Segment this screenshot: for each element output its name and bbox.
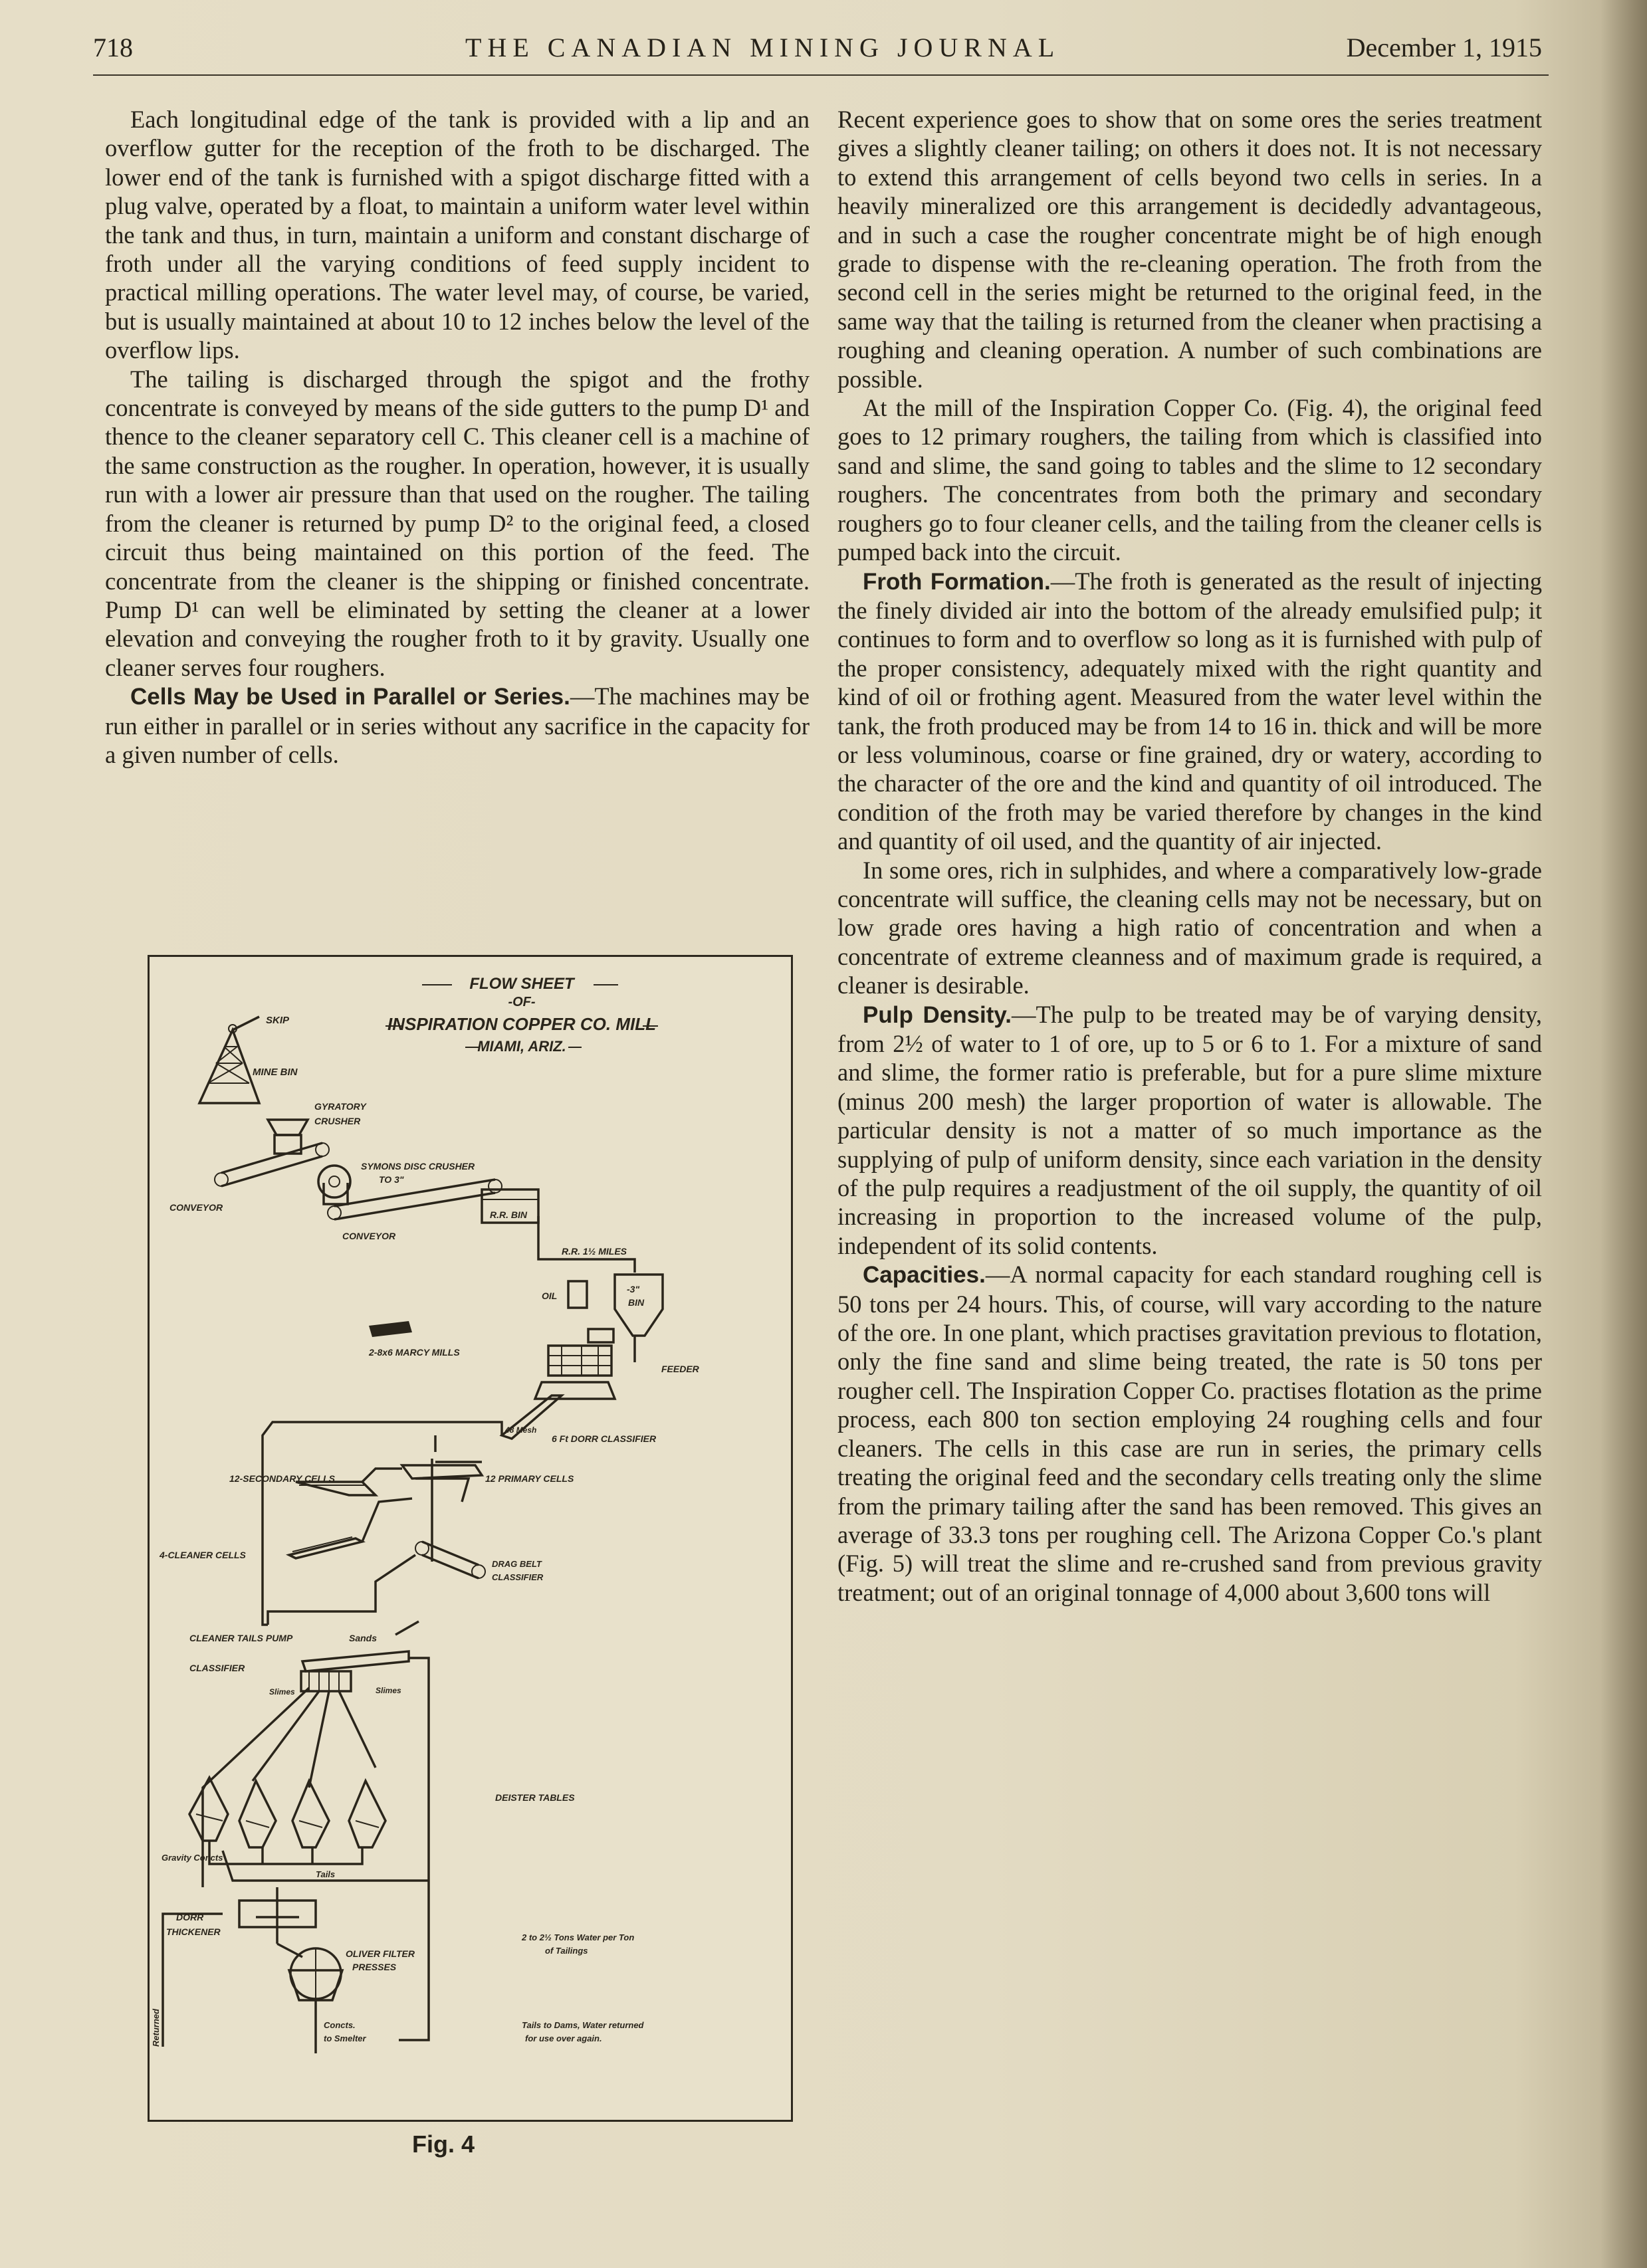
- label-gravity-concts: Gravity Concts: [162, 1853, 223, 1863]
- flow-sheet-figure: [148, 955, 793, 2122]
- label-tails: Tails: [316, 1869, 336, 1879]
- label-mine-bin: MINE BIN: [253, 1067, 298, 1078]
- paragraph: [837, 567, 1542, 856]
- label-feeder: FEEDER: [661, 1364, 699, 1374]
- oil-tank-icon: [568, 1281, 587, 1308]
- paragraph: In some ores, rich in sulphides, and where a comparatively low-grade concentrate will suffice, the cleaning cells may not be necessary, but on low grade ores having a high ratio of concentration and when a concentrate of extreme cleanness and of maximum grade is required, a cleaner is desirable.: [837, 856, 1542, 999]
- label-cleaner-cells: 4-CLEANER CELLS: [160, 1550, 246, 1560]
- label-classifier: CLASSIFIER: [189, 1663, 245, 1673]
- label-skip: SKIP: [266, 1015, 290, 1026]
- figure-title-3: INSPIRATION COPPER CO. MILL: [387, 1014, 656, 1034]
- label-returned: Returned: [151, 2008, 161, 2047]
- symons-crusher-icon: [318, 1166, 350, 1204]
- page-binding-shadow: [1600, 0, 1647, 2268]
- paragraph-text: —The machines may be run either in parallel or in series without any sacrifice in the capacity for a given number of cells.: [105, 682, 810, 768]
- label-symons-2: TO 3": [379, 1174, 404, 1185]
- label-oliver-2: PRESSES: [352, 1962, 397, 1972]
- header-rule: [93, 74, 1549, 76]
- figure-title-1: FLOW SHEET: [469, 975, 574, 993]
- label-tails-dams-1: Tails to Dams, Water returned: [522, 2020, 644, 2030]
- paragraph-text: —The pulp to be treated may be of varying density, from 2½ of water to 1 of ore, up to 5 or 6 to 1. For a mixture of sand and slime, the former ratio is preferable, but for a pure slime mixture (minus 200 mesh) the larger proportion of water is allowable. The particular density is not a matter of so much importance as the supplying of pulp of uniform density, since each variation in the density of the pulp requires a readjustment of the oil supply, the quantity of oil increasing in proportion to the increased volume of the pulp, independent of its solid contents.: [837, 1000, 1543, 1259]
- label-bin-3: -3": [627, 1284, 640, 1294]
- label-concts-2: to Smelter: [324, 2033, 366, 2043]
- label-48-mesh: 48 Mesh: [505, 1425, 537, 1435]
- label-dorr-classifier: 6 Ft DORR CLASSIFIER: [552, 1433, 657, 1444]
- label-rr-bin: R.R. BIN: [490, 1209, 527, 1220]
- label-conveyor-2: CONVEYOR: [342, 1231, 396, 1241]
- issue-date: December 1, 1915: [1346, 33, 1542, 62]
- label-deister-tables: DEISTER TABLES: [495, 1792, 575, 1803]
- section-heading: Cells May be Used in Parallel or Series.: [130, 684, 570, 710]
- paragraph: [837, 1000, 1542, 1261]
- conveyor-1-icon: [215, 1143, 329, 1186]
- dorr-thickener-icon: [239, 1887, 316, 1944]
- primary-cells-icon: [402, 1465, 482, 1502]
- label-dorr-thickener-2: THICKENER: [166, 1926, 221, 1937]
- label-oil: OIL: [542, 1290, 558, 1301]
- label-slimes-2: Slimes: [376, 1686, 401, 1695]
- left-column: [105, 105, 810, 769]
- cleaner-cells-icon: [289, 1498, 412, 1558]
- label-drag-belt-2: CLASSIFIER: [492, 1572, 544, 1582]
- label-tails-dams-2: for use over again.: [525, 2033, 602, 2043]
- label-gyratory: GYRATORY: [314, 1101, 366, 1112]
- headframe-icon: [199, 1017, 259, 1103]
- section-heading: Froth Formation.: [863, 568, 1051, 595]
- flow-sheet-diagram: [150, 957, 791, 2120]
- label-primary-cells: 12 PRIMARY CELLS: [485, 1473, 574, 1484]
- paragraph: [837, 1260, 1542, 1607]
- label-conveyor-1: CONVEYOR: [169, 1202, 223, 1213]
- label-crusher: CRUSHER: [314, 1116, 361, 1126]
- running-head: [93, 32, 1542, 78]
- paragraph: At the mill of the Inspiration Copper Co. (Fig. 4), the original feed goes to 12 primary roughers, the tailing from which is classified into sand and slime, the sand going to tables and the slime to 12 secondary roughers. The concentrates from both the primary and secondary roughers go to four cleaner cells, and the tailing from the cleaner cells is pumped back into the circuit.: [837, 394, 1542, 566]
- label-concts-1: Concts.: [324, 2020, 356, 2030]
- label-water-per-ton-2: of Tailings: [545, 1946, 588, 1956]
- right-column: [837, 105, 1542, 1607]
- paragraph-text: —A normal capacity for each standard roughing cell is 50 tons per 24 hours. This, of course, will vary according to the nature of the ore. In one plant, which practises gravitation previous to flotation, only the fine sand and slime being treated, the rate is 50 tons per rougher cell. The Inspiration Copper Co. practises flotation as the prime process, each 800 ton section employing 24 roughing cells and four cleaners. The cells in this case are run in series, the primary cells treating the original feed and the secondary cells treating only the slime from the primary tailing after the sand has been removed. This gives an average of 33.3 tons per roughing cell. The Arizona Copper Co.'s plant (Fig. 5) will treat the slime and re-crushed sand from previous gravity treatment; out of an original tonnage of 4,000 about 3,600 tons will: [837, 1261, 1542, 1606]
- page-number: 718: [93, 33, 133, 62]
- classifier-icon: [301, 1651, 409, 1691]
- label-secondary-cells: 12-SECONDARY CELLS: [229, 1473, 335, 1484]
- section-heading: Capacities.: [863, 1262, 986, 1289]
- section-heading: Pulp Density.: [863, 1001, 1012, 1028]
- label-marcy: 2-8x6 MARCY MILLS: [369, 1347, 460, 1358]
- figure-caption: Fig. 4: [412, 2130, 475, 2158]
- journal-title: THE CANADIAN MINING JOURNAL: [465, 33, 1061, 62]
- paragraph: Each longitudinal edge of the tank is provided with a lip and an overflow gutter for the reception of the froth to be discharged. The lower end of the tank is furnished with a spigot discharge fitted with a plug valve, operated by a float, to maintain a uniform water level within the tank and thus, in turn, maintain a uniform and constant discharge of froth under all the varying conditions of feed supply incident to practical milling operations. The water level may, of course, be varied, but is usually maintained at about 10 to 12 inches below the level of the overflow lips.: [105, 106, 810, 364]
- label-rr-miles: R.R. 1½ MILES: [562, 1246, 627, 1257]
- label-water-per-ton-1: 2 to 2½ Tons Water per Ton: [522, 1932, 635, 1942]
- paragraph-text: —The froth is generated as the result of injecting the finely divided air into the bottom of the already emulsified pulp; it continues to form and to overflow so long as it is furnished with pulp of the proper consistency, adequately mixed with the right quantity and kind of oil or frothing agent. Measured from the water level within the tank, the froth produced may be from 14 to 16 in. thick and will be more or less voluminous, coarse or fine grained, dry or watery, according to the character of the ore and the kind and quantity of oil introduced. The condition of the froth may be varied therefore by changes in the kind and quantity of oil used, and the quantity of air injected.: [837, 567, 1542, 855]
- figure-title-4: MIAMI, ARIZ.: [477, 1038, 566, 1055]
- label-slimes-1: Slimes: [269, 1687, 295, 1697]
- label-dorr-thickener-1: DORR: [176, 1912, 204, 1922]
- label-sands: Sands: [349, 1633, 378, 1643]
- label-drag-belt-1: DRAG BELT: [492, 1559, 542, 1569]
- paragraph: [105, 682, 810, 769]
- oil-line-icon: [369, 1321, 412, 1337]
- paragraph: The tailing is discharged through the spigot and the frothy concentrate is conveyed by means of the side gutters to the pump D¹ and thence to the cleaner separatory cell C. This cleaner cell is a machine of the same construction as the rougher. In operation, however, it is usually run with a lower air pressure than that used on the rougher. The tailing from the cleaner is returned by pump D² to the original feed, a closed circuit thus being maintained on this portion of the feed. The concentrate from the cleaner is the shipping or finished concentrate. Pump D¹ can well be eliminated by setting the cleaner at a lower elevation and conveying the rougher froth to it by gravity. Usually one cleaner serves four roughers.: [105, 365, 810, 681]
- label-bin: BIN: [628, 1297, 645, 1308]
- marcy-mills-icon: [535, 1329, 635, 1399]
- figure-title-2: -OF-: [508, 995, 536, 1009]
- label-symons-1: SYMONS DISC CRUSHER: [361, 1161, 475, 1172]
- conveyor-2-icon: [328, 1180, 502, 1219]
- label-cleaner-tails-pump: CLEANER TAILS PUMP: [189, 1633, 293, 1643]
- label-oliver-1: OLIVER FILTER: [346, 1948, 415, 1959]
- drag-belt-classifier-icon: [415, 1542, 485, 1578]
- paragraph: Recent experience goes to show that on some ores the series treatment gives a slightly cleaner tailing; on others it does not. It is not necessary to extend this arrangement of cells beyond two cells in series. In a heavily mineralized ore this arrangement is decidedly advantageous, and in such a case the rougher concentrate might be of high enough grade to dispense with the re-cleaning operation. The froth from the second cell in the series might be returned to the original feed, in the same way that the tailing is returned from the cleaner when practising a roughing and cleaning operation. A number of such combinations are possible.: [837, 106, 1542, 393]
